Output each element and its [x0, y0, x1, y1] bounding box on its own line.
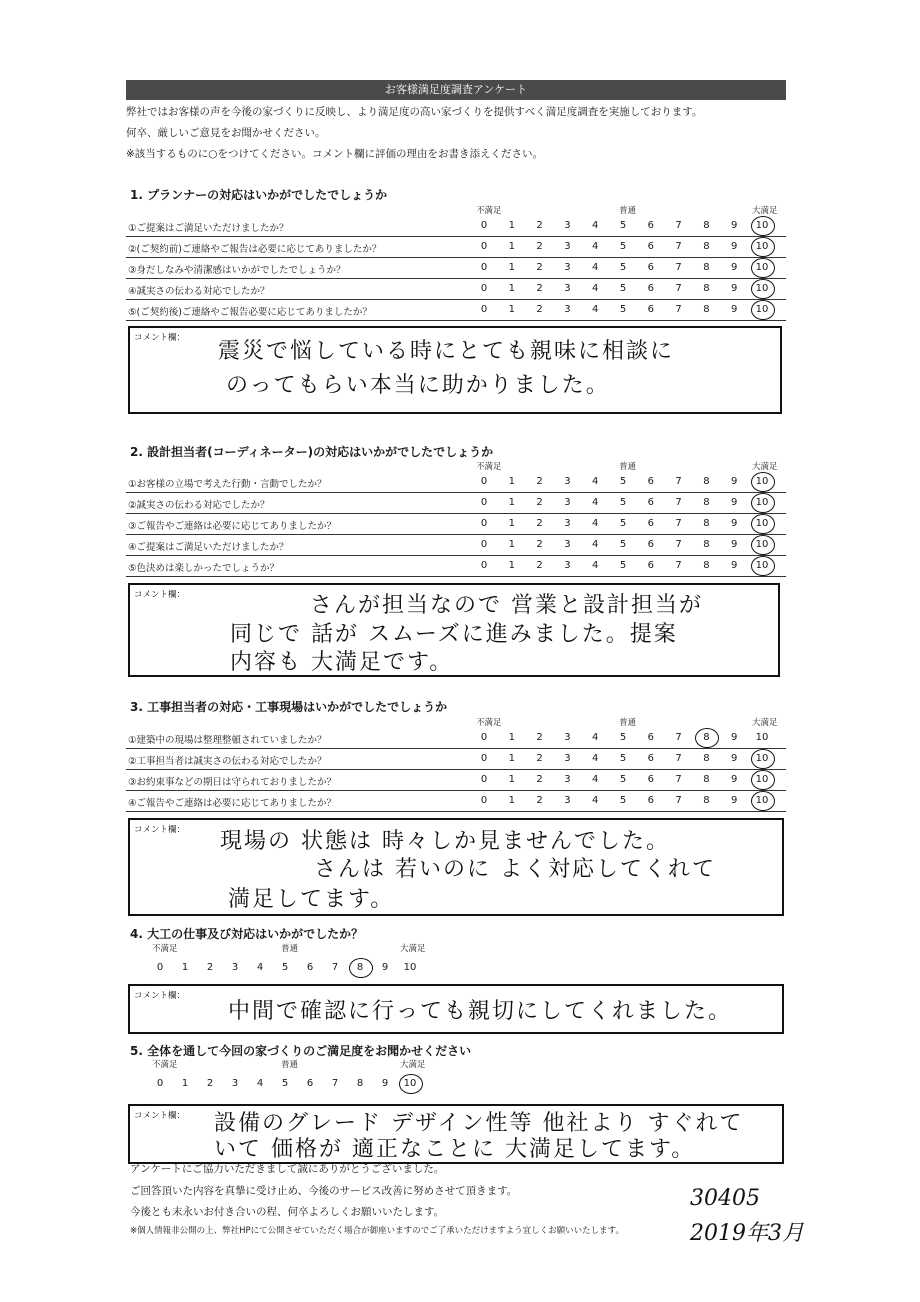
- comment-label: コメント欄：: [134, 333, 186, 343]
- rating-option[interactable]: 4: [592, 795, 599, 806]
- rating-option[interactable]: 0: [480, 518, 488, 529]
- question-row: [126, 728, 786, 749]
- rating-option[interactable]: 2: [536, 304, 543, 315]
- rating-option[interactable]: 1: [508, 753, 515, 764]
- rating-option[interactable]: 1: [181, 1078, 189, 1089]
- rating-option[interactable]: 7: [675, 539, 682, 550]
- rating-option[interactable]: 9: [731, 753, 738, 764]
- handwritten-comment: 震災で悩している時にとても親味に相談に: [218, 339, 675, 364]
- selected-rating-circle: [751, 535, 775, 555]
- comment-box: [128, 984, 784, 1034]
- rating-option[interactable]: 8: [703, 476, 710, 487]
- rating-option[interactable]: 10: [755, 241, 769, 252]
- rating-option[interactable]: 10: [403, 1078, 417, 1089]
- section-title: 3. 工事担当者の対応・工事現場はいかがでしたでしょうか: [130, 700, 448, 714]
- scale-label-mid: 普通: [619, 462, 637, 472]
- rating-option[interactable]: 8: [703, 262, 710, 273]
- rating-option[interactable]: 3: [564, 497, 571, 508]
- rating-option[interactable]: 6: [647, 753, 654, 764]
- rating-option[interactable]: 7: [675, 476, 682, 487]
- handwritten-date: 2019年3月: [690, 1221, 804, 1246]
- rating-option[interactable]: 5: [619, 262, 627, 273]
- comment-label: コメント欄：: [134, 1111, 186, 1121]
- rating-option[interactable]: 1: [508, 262, 515, 273]
- section-title: 2. 設計担当者(コーディネーター)の対応はいかがでしたでしょうか: [130, 445, 494, 459]
- rating-option[interactable]: 8: [703, 497, 710, 508]
- rating-option[interactable]: 2: [206, 1078, 214, 1089]
- rating-option[interactable]: 1: [508, 283, 515, 294]
- rating-option[interactable]: 4: [592, 497, 599, 508]
- selected-rating-circle: [751, 216, 775, 236]
- rating-option[interactable]: 9: [731, 220, 738, 231]
- selected-rating-circle: [751, 514, 775, 534]
- rating-option[interactable]: 2: [536, 283, 543, 294]
- rating-option[interactable]: 4: [592, 518, 599, 529]
- rating-option[interactable]: 6: [647, 539, 654, 550]
- rating-option[interactable]: 9: [381, 1078, 389, 1089]
- rating-option[interactable]: 6: [647, 220, 654, 231]
- intro-line: ※該当するものに○をつけてください。コメント欄に評価の理由をお書き添えください。: [126, 148, 543, 160]
- rating-option[interactable]: 4: [256, 1078, 264, 1089]
- rating-option[interactable]: 1: [508, 560, 515, 571]
- rating-option[interactable]: 3: [564, 539, 571, 550]
- rating-option[interactable]: 0: [156, 962, 164, 973]
- scale-label-high: 大満足: [752, 718, 778, 728]
- rating-option[interactable]: 9: [731, 518, 738, 529]
- rating-option[interactable]: 1: [508, 518, 515, 529]
- rating-option[interactable]: 4: [592, 774, 599, 785]
- rating-option[interactable]: 7: [675, 497, 682, 508]
- rating-option[interactable]: 10: [403, 962, 417, 973]
- rating-option[interactable]: 1: [508, 220, 515, 231]
- rating-option[interactable]: 1: [508, 304, 515, 315]
- handwritten-comment: 現場の 状態は 時々しか見ませんでした。: [220, 829, 670, 854]
- rating-option[interactable]: 8: [703, 795, 710, 806]
- rating-option[interactable]: 2: [536, 774, 543, 785]
- rating-option[interactable]: 8: [703, 304, 710, 315]
- rating-option[interactable]: 3: [564, 774, 571, 785]
- rating-option[interactable]: 6: [647, 283, 654, 294]
- rating-option[interactable]: 0: [480, 560, 488, 571]
- rating-option[interactable]: 2: [536, 497, 543, 508]
- rating-option[interactable]: 5: [619, 283, 627, 294]
- rating-option[interactable]: 5: [619, 241, 627, 252]
- comment-box: [128, 326, 782, 414]
- selected-rating-circle: [751, 279, 775, 299]
- rating-option[interactable]: 6: [647, 262, 654, 273]
- rating-option[interactable]: 8: [703, 220, 710, 231]
- rating-option[interactable]: 3: [564, 241, 571, 252]
- rating-option[interactable]: 2: [536, 476, 543, 487]
- rating-option[interactable]: 9: [731, 283, 738, 294]
- rating-option[interactable]: 10: [755, 539, 769, 550]
- rating-option[interactable]: 9: [381, 962, 389, 973]
- rating-option[interactable]: 4: [592, 241, 599, 252]
- scale-label-mid: 普通: [281, 944, 299, 954]
- rating-option[interactable]: 1: [508, 497, 515, 508]
- handwritten-comment: 中間で確認に行っても親切にしてくれました。: [228, 999, 733, 1024]
- rating-option[interactable]: 0: [480, 795, 488, 806]
- rating-option[interactable]: 8: [356, 1078, 364, 1089]
- rating-option[interactable]: 6: [647, 476, 654, 487]
- rating-option[interactable]: 3: [564, 220, 571, 231]
- rating-option[interactable]: 9: [731, 795, 738, 806]
- question-text: ③お約束事などの期日は守られておりましたか？: [128, 777, 337, 788]
- rating-option[interactable]: 4: [592, 304, 599, 315]
- rating-option[interactable]: 7: [675, 304, 682, 315]
- section-title: 5. 全体を通して今回の家づくりのご満足度をお聞かせください: [130, 1044, 472, 1058]
- question-text: ①ご提案はご満足いただけましたか？: [128, 223, 289, 234]
- rating-option[interactable]: 10: [755, 476, 769, 487]
- rating-option[interactable]: 0: [480, 497, 488, 508]
- rating-option[interactable]: 5: [619, 732, 627, 743]
- rating-option[interactable]: 10: [755, 283, 769, 294]
- rating-option[interactable]: 8: [703, 732, 710, 743]
- section-2-ratings: [0, 460, 920, 580]
- rating-option[interactable]: 3: [564, 304, 571, 315]
- rating-option[interactable]: 10: [755, 497, 769, 508]
- rating-option[interactable]: 2: [536, 795, 543, 806]
- rating-option[interactable]: 5: [619, 774, 627, 785]
- handwritten-comment: 満足してます。: [228, 887, 395, 912]
- question-row: [126, 535, 786, 556]
- scale-label-low: 不満足: [152, 944, 178, 954]
- rating-option[interactable]: 2: [536, 241, 543, 252]
- rating-option[interactable]: 6: [647, 241, 654, 252]
- rating-option[interactable]: 3: [564, 753, 571, 764]
- rating-option[interactable]: 5: [619, 795, 627, 806]
- rating-option[interactable]: 0: [480, 220, 488, 231]
- scale-label-low: 不満足: [152, 1060, 178, 1070]
- selected-rating-circle: [751, 493, 775, 513]
- scale-label-low: 不満足: [476, 206, 502, 216]
- rating-option[interactable]: 5: [619, 518, 627, 529]
- rating-option[interactable]: 10: [755, 220, 769, 231]
- rating-option[interactable]: 7: [675, 774, 682, 785]
- rating-option[interactable]: 1: [508, 539, 515, 550]
- rating-option[interactable]: 8: [703, 518, 710, 529]
- question-text: ①お客様の立場で考えた行動・言動でしたか？: [128, 479, 327, 490]
- rating-option[interactable]: 3: [564, 518, 571, 529]
- rating-option[interactable]: 2: [536, 518, 543, 529]
- section-title: 4. 大工の仕事及び対応はいかがでしたか？: [130, 927, 364, 941]
- rating-option[interactable]: 9: [731, 262, 738, 273]
- selected-rating-circle: [751, 556, 775, 576]
- scale-label-mid: 普通: [619, 718, 637, 728]
- rating-option[interactable]: 4: [256, 962, 264, 973]
- scale-label-mid: 普通: [619, 206, 637, 216]
- scale-label-mid: 普通: [281, 1060, 299, 1070]
- handwritten-comment: 設備のグレード デザイン性等 他社より すぐれて: [214, 1111, 744, 1136]
- rating-option[interactable]: 7: [675, 283, 682, 294]
- selected-rating-circle: [751, 749, 775, 769]
- selected-rating-circle: [751, 791, 775, 811]
- rating-option[interactable]: 9: [731, 304, 738, 315]
- rating-option[interactable]: 2: [536, 560, 543, 571]
- rating-option[interactable]: 1: [181, 962, 189, 973]
- rating-option[interactable]: 2: [536, 753, 543, 764]
- rating-option[interactable]: 4: [592, 539, 599, 550]
- question-row: [126, 749, 786, 770]
- rating-option[interactable]: 9: [731, 539, 738, 550]
- selected-rating-circle: [751, 770, 775, 790]
- rating-option[interactable]: 9: [731, 560, 738, 571]
- rating-option[interactable]: 5: [619, 220, 627, 231]
- question-text: ④誠実さの伝わる対応でしたか？: [128, 286, 270, 297]
- rating-option[interactable]: 4: [592, 753, 599, 764]
- question-row: [126, 514, 786, 535]
- rating-option[interactable]: 7: [675, 518, 682, 529]
- rating-option[interactable]: 1: [508, 795, 515, 806]
- privacy-footnote: ※個人情報非公開の上、弊社HPにて公開させていただく場合が御座いますのでご了承いただけますよう宜しくお願いいたします。: [130, 1226, 624, 1236]
- comment-box: [128, 1104, 784, 1164]
- rating-option[interactable]: 5: [619, 476, 627, 487]
- question-text: ②誠実さの伝わる対応でしたか？: [128, 500, 270, 511]
- rating-option[interactable]: 4: [592, 732, 599, 743]
- rating-option[interactable]: 8: [703, 241, 710, 252]
- question-text: ①建築中の現場は整理整頓されていましたか？: [128, 735, 327, 746]
- rating-option[interactable]: 6: [306, 1078, 314, 1089]
- rating-option[interactable]: 7: [675, 220, 682, 231]
- rating-option[interactable]: 8: [703, 560, 710, 571]
- rating-option[interactable]: 3: [564, 476, 571, 487]
- rating-option[interactable]: 3: [564, 560, 571, 571]
- rating-option[interactable]: 0: [480, 241, 488, 252]
- rating-option[interactable]: 4: [592, 220, 599, 231]
- thanks-line: アンケートにご協力いただきまして誠にありがとうございました。: [130, 1163, 445, 1175]
- rating-option[interactable]: 5: [619, 539, 627, 550]
- rating-option[interactable]: 3: [564, 262, 571, 273]
- rating-option[interactable]: 9: [731, 476, 738, 487]
- rating-option[interactable]: 5: [619, 304, 627, 315]
- scale-label-high: 大満足: [400, 1060, 426, 1070]
- rating-option[interactable]: 4: [592, 262, 599, 273]
- rating-option[interactable]: 7: [675, 241, 682, 252]
- handwritten-comment: さんは 若いのに よく対応してくれて: [314, 857, 716, 882]
- selected-rating-circle: [399, 1074, 423, 1094]
- rating-option[interactable]: 2: [206, 962, 214, 973]
- rating-option[interactable]: 4: [592, 476, 599, 487]
- rating-option[interactable]: 0: [480, 283, 488, 294]
- selected-rating-circle: [349, 958, 373, 978]
- rating-option[interactable]: 5: [281, 1078, 289, 1089]
- rating-option[interactable]: 5: [619, 497, 627, 508]
- rating-option[interactable]: 7: [675, 795, 682, 806]
- rating-option[interactable]: 2: [536, 539, 543, 550]
- rating-option[interactable]: 3: [231, 962, 239, 973]
- question-text: ③身だしなみや清潔感はいかがでしたでしょうか？: [128, 265, 346, 276]
- rating-option[interactable]: 8: [703, 774, 710, 785]
- rating-option[interactable]: 7: [331, 1078, 339, 1089]
- rating-option[interactable]: 1: [508, 476, 515, 487]
- rating-option[interactable]: 7: [675, 262, 682, 273]
- scale-label-low: 不満足: [476, 462, 502, 472]
- rating-option[interactable]: 9: [731, 732, 738, 743]
- question-text: ③ご報告やご連絡は必要に応じてありましたか？: [128, 521, 337, 532]
- rating-option[interactable]: 1: [508, 774, 515, 785]
- rating-option[interactable]: 6: [647, 795, 654, 806]
- rating-option[interactable]: 9: [731, 497, 738, 508]
- rating-option[interactable]: 2: [536, 262, 543, 273]
- comment-label: コメント欄：: [134, 825, 186, 835]
- intro-line: 弊社ではお客様の声を今後の家づくりに反映し、より満足度の高い家づくりを提供すべく満足度調査を実施しております。: [126, 106, 703, 118]
- rating-option[interactable]: 2: [536, 732, 543, 743]
- rating-option[interactable]: 9: [731, 241, 738, 252]
- rating-option[interactable]: 10: [755, 774, 769, 785]
- question-row: [126, 493, 786, 514]
- rating-option[interactable]: 6: [647, 560, 654, 571]
- handwritten-comment: いて 価格が 適正なことに 大満足してます。: [214, 1137, 696, 1162]
- question-text: ④ご報告やご連絡は必要に応じてありましたか？: [128, 798, 337, 809]
- handwritten-comment: 同じで 話が スムーズに進みました。提案: [230, 622, 678, 647]
- selected-rating-circle: [751, 237, 775, 257]
- handwritten-comment: のってもらい本当に助かりました。: [226, 373, 610, 398]
- rating-option[interactable]: 10: [755, 560, 769, 571]
- rating-option[interactable]: 6: [647, 732, 654, 743]
- comment-label: コメント欄：: [134, 991, 186, 1001]
- rating-option[interactable]: 3: [231, 1078, 239, 1089]
- rating-option[interactable]: 0: [480, 753, 488, 764]
- rating-option[interactable]: 10: [755, 732, 769, 743]
- rating-option[interactable]: 6: [647, 774, 654, 785]
- rating-option[interactable]: 1: [508, 241, 515, 252]
- rating-option[interactable]: 0: [480, 539, 488, 550]
- rating-option[interactable]: 4: [592, 560, 599, 571]
- rating-option[interactable]: 1: [508, 732, 515, 743]
- rating-option[interactable]: 8: [356, 962, 364, 973]
- section-title: 1. プランナーの対応はいかがでしたでしょうか: [130, 188, 388, 202]
- question-row: [126, 300, 786, 321]
- section-3-ratings: [0, 716, 920, 816]
- scale-label-high: 大満足: [752, 462, 778, 472]
- comment-box: [128, 583, 780, 677]
- scale-label-high: 大満足: [752, 206, 778, 216]
- question-row: [126, 770, 786, 791]
- selected-rating-circle: [751, 300, 775, 320]
- rating-option[interactable]: 10: [755, 518, 769, 529]
- rating-option[interactable]: 6: [647, 497, 654, 508]
- handwritten-comment: 内容も 大満足です。: [230, 650, 454, 675]
- rating-option[interactable]: 5: [619, 560, 627, 571]
- rating-option[interactable]: 3: [564, 283, 571, 294]
- question-text: ④ご提案はご満足いただけましたか？: [128, 542, 289, 553]
- selected-rating-circle: [751, 258, 775, 278]
- handwritten-code: 30405: [690, 1186, 760, 1211]
- question-row: [126, 791, 786, 812]
- rating-option[interactable]: 3: [564, 732, 571, 743]
- rating-option[interactable]: 7: [675, 753, 682, 764]
- rating-option[interactable]: 0: [480, 476, 488, 487]
- comment-label: コメント欄：: [134, 590, 186, 600]
- rating-option[interactable]: 10: [755, 304, 769, 315]
- rating-option[interactable]: 0: [156, 1078, 164, 1089]
- rating-option[interactable]: 4: [592, 283, 599, 294]
- rating-option[interactable]: 0: [480, 304, 488, 315]
- rating-option[interactable]: 6: [306, 962, 314, 973]
- rating-option[interactable]: 0: [480, 774, 488, 785]
- rating-option[interactable]: 3: [564, 795, 571, 806]
- rating-option[interactable]: 8: [703, 539, 710, 550]
- question-row: [126, 216, 786, 237]
- comment-box: [128, 818, 784, 916]
- scale-label-high: 大満足: [400, 944, 426, 954]
- handwritten-comment: さんが担当なので 営業と設計担当が: [310, 593, 703, 618]
- question-text: ②(ご契約前)ご連絡やご報告は必要に応じてありましたか？: [128, 244, 382, 255]
- rating-option[interactable]: 5: [281, 962, 289, 973]
- thanks-line: ご回答頂いた内容を真摯に受け止め、今後のサービス改善に努めさせて頂きます。: [130, 1185, 518, 1197]
- thanks-line: 今後とも末永いお付き合いの程、何卒よろしくお願いいたします。: [130, 1206, 445, 1218]
- rating-option[interactable]: 0: [480, 732, 488, 743]
- section-4-rating: [0, 942, 920, 980]
- rating-option[interactable]: 0: [480, 262, 488, 273]
- rating-option[interactable]: 2: [536, 220, 543, 231]
- rating-option[interactable]: 10: [755, 753, 769, 764]
- question-row: [126, 279, 786, 300]
- question-row: [126, 258, 786, 279]
- question-text: ⑤(ご契約後)ご連絡やご報告必要に応じてありましたか？: [128, 307, 372, 318]
- selected-rating-circle: [751, 472, 775, 492]
- section-1-ratings: [0, 204, 920, 324]
- question-text: ⑤色決めは楽しかったでしょうか？: [128, 563, 280, 574]
- rating-option[interactable]: 7: [675, 732, 682, 743]
- rating-option[interactable]: 8: [703, 753, 710, 764]
- rating-option[interactable]: 7: [331, 962, 339, 973]
- rating-option[interactable]: 9: [731, 774, 738, 785]
- question-row: [126, 237, 786, 258]
- rating-option[interactable]: 10: [755, 795, 769, 806]
- rating-option[interactable]: 5: [619, 753, 627, 764]
- rating-option[interactable]: 7: [675, 560, 682, 571]
- rating-option[interactable]: 6: [647, 518, 654, 529]
- scale-label-low: 不満足: [476, 718, 502, 728]
- intro-line: 何卒、厳しいご意見をお聞かせください。: [126, 127, 326, 139]
- question-row: [126, 472, 786, 493]
- rating-option[interactable]: 8: [703, 283, 710, 294]
- rating-option[interactable]: 6: [647, 304, 654, 315]
- question-row: [126, 556, 786, 577]
- section-5-rating: [0, 1058, 920, 1096]
- rating-option[interactable]: 10: [755, 262, 769, 273]
- survey-title: お客様満足度調査アンケート: [126, 80, 786, 100]
- question-text: ②工事担当者は誠実さの伝わる対応でしたか？: [128, 756, 327, 767]
